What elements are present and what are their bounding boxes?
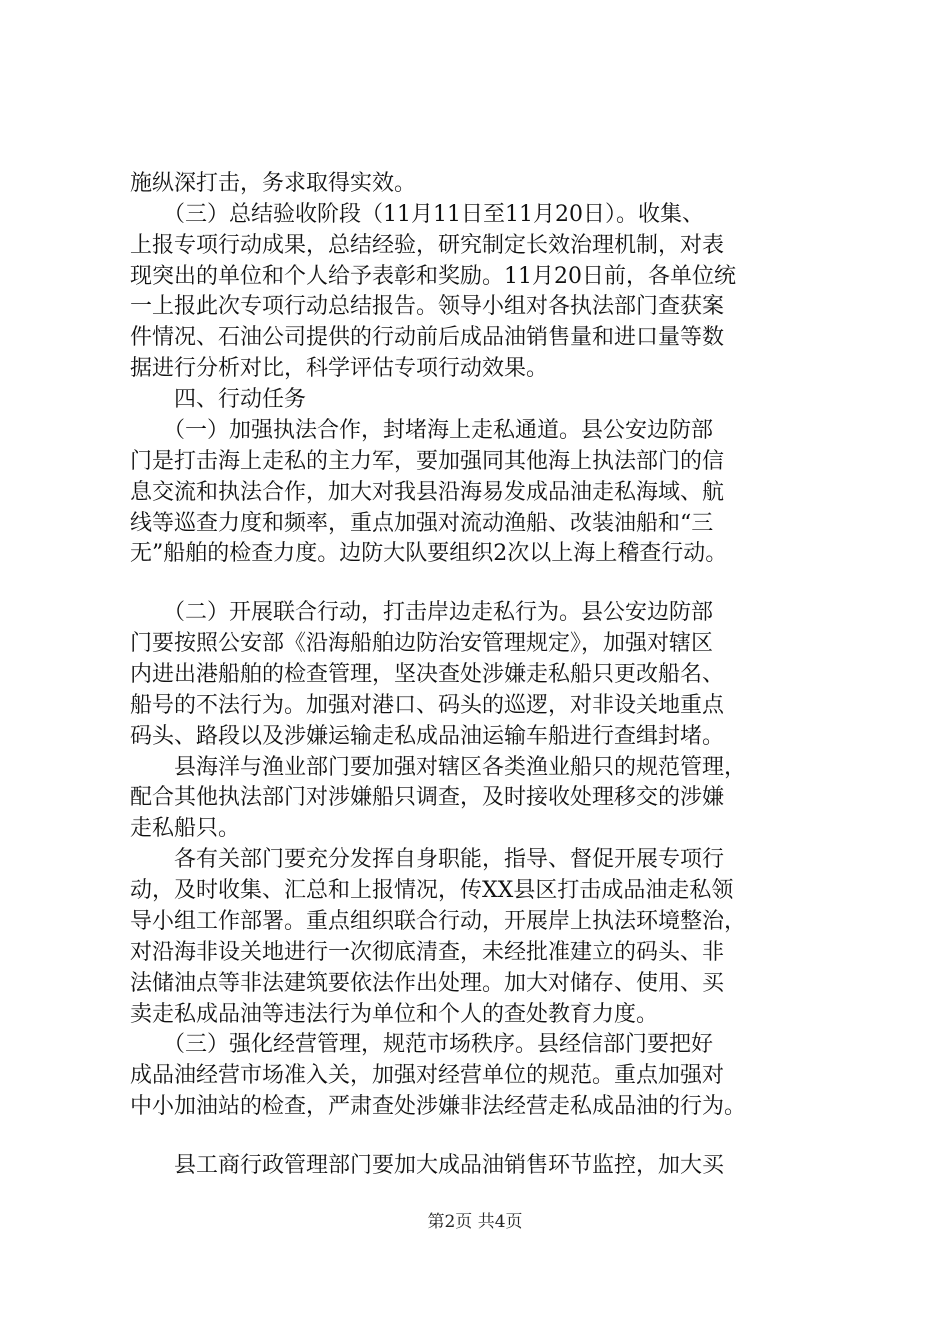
text-line: 现突出的单位和个人给予表彰和奖励。11月20日前，各单位统 — [130, 264, 736, 289]
text-line: 动，及时收集、汇总和上报情况，传XX县区打击成品油走私领 — [130, 878, 734, 903]
text-line: 施纵深打击，务求取得实效。 — [130, 171, 417, 196]
text-line: 上报专项行动成果，总结经验，研究制定长效治理机制，对表 — [130, 233, 725, 258]
text-line: 据进行分析对比，科学评估专项行动效果。 — [130, 356, 549, 381]
section-heading: 四、行动任务 — [130, 387, 307, 412]
text-line: 走私船只。 — [130, 816, 241, 841]
text-line: 法储油点等非法建筑要依法作出处理。加大对储存、使用、买 — [130, 971, 725, 996]
text-line: 县海洋与渔业部门要加强对辖区各类渔业船只的规范管理， — [130, 755, 747, 780]
text-line: 线等巡查力度和频率，重点加强对流动渔船、改装油船和“三 — [130, 511, 714, 536]
text-line: （二）开展联合行动，打击岸边走私行为。县公安边防部 — [130, 600, 714, 625]
text-line: 导小组工作部署。重点组织联合行动，开展岸上执法环境整治， — [130, 909, 747, 934]
text-line: 门要按照公安部《沿海船舶边防治安管理规定》，加强对辖区 — [130, 631, 714, 656]
text-line: （三）总结验收阶段（11月11日至11月20日）。收集、 — [130, 202, 704, 227]
text-line: （一）加强执法合作，封堵海上走私通道。县公安边防部 — [130, 418, 714, 443]
text-line: 无”船舶的检查力度。边防大队要组织2次以上海上稽查行动。 — [130, 541, 728, 566]
text-line: 中小加油站的检查，严肃查处涉嫌非法经营走私成品油的行为。 — [130, 1094, 747, 1119]
text-line: 船号的不法行为。加强对港口、码头的巡逻，对非设关地重点 — [130, 693, 725, 718]
text-line: 码头、路段以及涉嫌运输走私成品油运输车船进行查缉封堵。 — [130, 724, 725, 749]
text-line: 各有关部门要充分发挥自身职能，指导、督促开展专项行 — [130, 847, 725, 872]
text-line: 门是打击海上走私的主力军，要加强同其他海上执法部门的信 — [130, 449, 725, 474]
text-line: 卖走私成品油等违法行为单位和个人的查处教育力度。 — [130, 1002, 659, 1027]
text-line: 对沿海非设关地进行一次彻底清查，未经批准建立的码头、非 — [130, 940, 725, 965]
text-line: 件情况、石油公司提供的行动前后成品油销售量和进口量等数 — [130, 325, 725, 350]
text-line: 县工商行政管理部门要加大成品油销售环节监控，加大买 — [130, 1153, 725, 1178]
text-line: 成品油经营市场准入关，加强对经营单位的规范。重点加强对 — [130, 1063, 725, 1088]
text-line: （三）强化经营管理，规范市场秩序。县经信部门要把好 — [130, 1032, 714, 1057]
text-line: 内进出港船舶的检查管理，坚决查处涉嫌走私船只更改船名、 — [130, 662, 725, 687]
text-line: 息交流和执法合作，加大对我县沿海易发成品油走私海域、航 — [130, 480, 725, 505]
page-footer: 第2页 共4页 — [427, 1212, 523, 1232]
text-line: 配合其他执法部门对涉嫌船只调查，及时接收处理移交的涉嫌 — [130, 785, 725, 810]
text-line: 一上报此次专项行动总结报告。领导小组对各执法部门查获案 — [130, 294, 725, 319]
